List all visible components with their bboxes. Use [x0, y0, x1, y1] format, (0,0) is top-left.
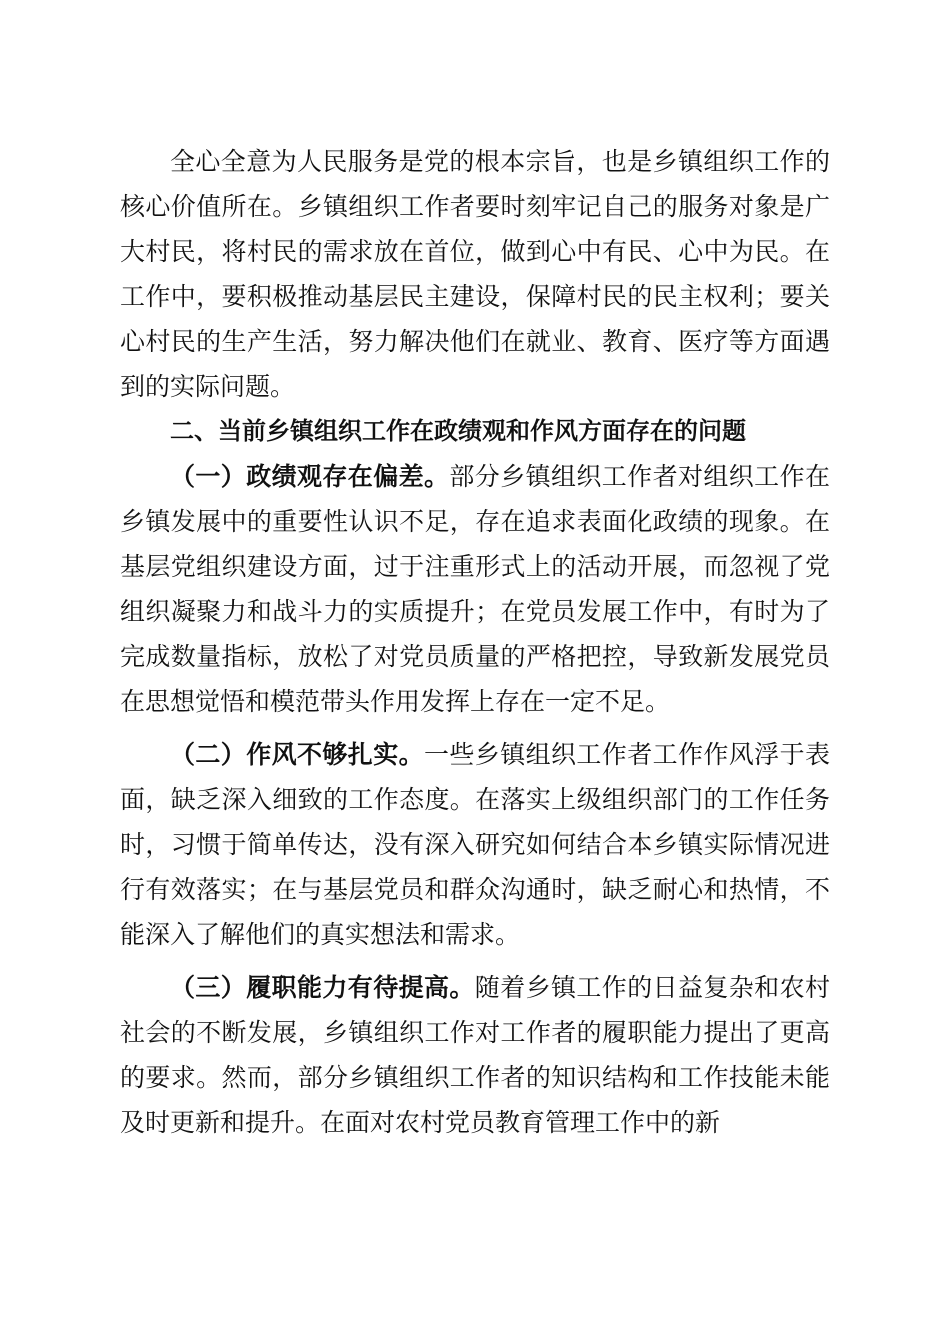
paragraph-performance-view: [120, 454, 830, 724]
document-page: [120, 139, 830, 1145]
subsection-body-2: 一些乡镇组织工作者工作作风浮于表面，缺乏深入细致的工作态度。在落实上级组织部门的工作任务时，习惯于简单传达，没有深入研究如何结合本乡镇实际情况进行有效落实；在与基层党员和群众沟通时，缺乏耐心和热情，不能深入了解他们的真实想法和需求。: [120, 740, 830, 949]
subsection-title-2: （二）作风不够扎实。: [170, 740, 424, 769]
subsection-title-3: （三）履职能力有待提高。: [170, 973, 475, 1002]
paragraph-capability: [120, 965, 830, 1145]
paragraph-service-purpose: 全心全意为人民服务是党的根本宗旨，也是乡镇组织工作的核心价值所在。乡镇组织工作者要时刻牢记自己的服务对象是广大村民，将村民的需求放在首位，做到心中有民、心中为民。在工作中，要积极推动基层民主建设，保障村民的民主权利；要关心村民的生产生活，努力解决他们在就业、教育、医疗等方面遇到的实际问题。: [120, 147, 830, 401]
section-heading-problems: 二、当前乡镇组织工作在政绩观和作风方面存在的问题: [170, 417, 746, 445]
subsection-body-1: 部分乡镇组织工作者对组织工作在乡镇发展中的重要性认识不足，存在追求表面化政绩的现象。在基层党组织建设方面，过于注重形式上的活动开展，而忽视了党组织凝聚力和战斗力的实质提升；在党员发展工作中，有时为了完成数量指标，放松了对党员质量的严格把控，导致新发展党员在思想觉悟和模范带头作用发挥上存在一定不足。: [120, 462, 830, 716]
subsection-body-3: 随着乡镇工作的日益复杂和农村社会的不断发展，乡镇组织工作对工作者的履职能力提出了更高的要求。然而，部分乡镇组织工作者的知识结构和工作技能未能及时更新和提升。在面对农村党员教育管理工作中的新: [120, 973, 830, 1137]
paragraph-work-style: [120, 732, 830, 957]
subsection-title-1: （一）政绩观存在偏差。: [170, 462, 450, 491]
